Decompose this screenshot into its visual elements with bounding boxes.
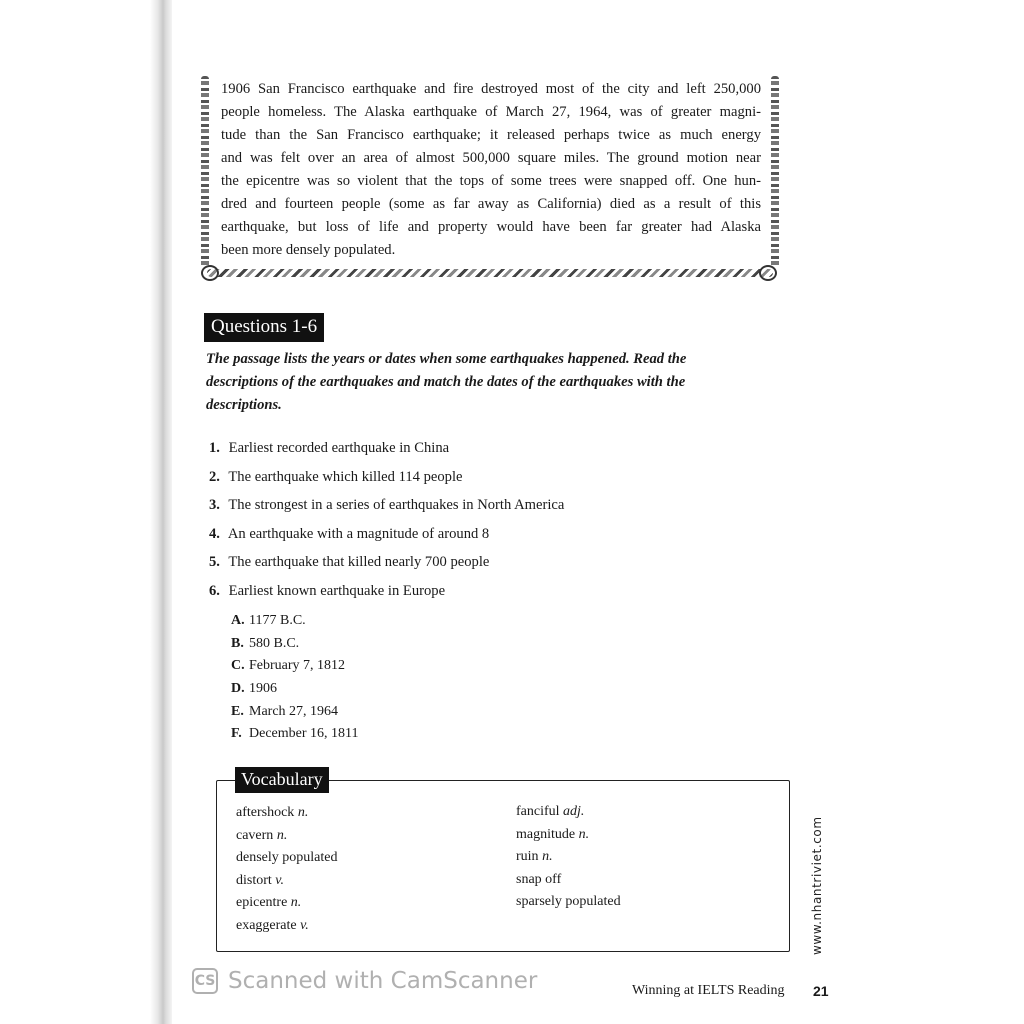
vocabulary-item bbox=[516, 846, 621, 869]
rope-knot-left bbox=[201, 265, 219, 281]
book-spine-shadow bbox=[0, 0, 172, 1024]
vocabulary-item bbox=[236, 847, 337, 870]
question-text: Earliest known earthquake in Europe bbox=[228, 582, 446, 599]
question-item bbox=[209, 551, 564, 580]
vocab-pos: v. bbox=[275, 872, 284, 888]
vocab-word: snap off bbox=[516, 871, 562, 887]
camscanner-text: Scanned with CamScanner bbox=[228, 968, 538, 994]
vocab-word: densely populated bbox=[236, 850, 338, 866]
option-item bbox=[231, 723, 359, 746]
vocab-pos: n. bbox=[542, 849, 553, 865]
vocabulary-left-column bbox=[236, 802, 337, 938]
vocab-word: exaggerate bbox=[236, 917, 297, 933]
vocabulary-item bbox=[236, 915, 337, 938]
passage-line: earthquake, but loss of life and property would have been far greater had Alaska bbox=[221, 219, 761, 235]
vocabulary-item bbox=[236, 870, 337, 893]
option-letter: F. bbox=[231, 726, 242, 742]
vocab-word: ruin bbox=[516, 849, 539, 865]
question-item bbox=[209, 466, 564, 495]
page-number: 21 bbox=[813, 983, 829, 999]
question-number: 6. bbox=[209, 582, 220, 599]
option-item bbox=[231, 633, 359, 656]
vocab-pos: v. bbox=[300, 917, 309, 933]
footer-book-title: Winning at IELTS Reading bbox=[632, 983, 785, 998]
question-number: 3. bbox=[209, 497, 220, 513]
vocab-word: cavern bbox=[236, 827, 274, 843]
question-list bbox=[209, 437, 564, 608]
question-item bbox=[209, 523, 564, 552]
vocab-word: aftershock bbox=[236, 805, 295, 820]
question-text: An earthquake with a magnitude of around 8 bbox=[227, 525, 490, 542]
option-item bbox=[231, 610, 359, 633]
vocabulary-item bbox=[516, 891, 621, 914]
questions-instructions: The passage lists the years or dates when some earthquakes happened. Read the descriptions of the earthquakes and match the dates of the earthquakes with the descriptions. bbox=[206, 351, 687, 413]
vocabulary-item bbox=[236, 802, 337, 825]
vocab-pos: n. bbox=[276, 827, 288, 843]
vocab-word: magnitude bbox=[516, 826, 576, 842]
vocabulary-item bbox=[516, 824, 621, 847]
question-text: Earliest recorded earthquake in China bbox=[228, 440, 450, 456]
passage-line: dred and fourteen people (some as far away as California) died as a result of this bbox=[221, 196, 761, 212]
question-item bbox=[209, 437, 564, 466]
question-text: The strongest in a series of earthquakes in North America bbox=[228, 497, 565, 513]
answer-options bbox=[231, 610, 359, 746]
passage-line: 1906 San Francisco earthquake and fire destroyed most of the city and left 250,000 bbox=[221, 81, 761, 97]
passage-box bbox=[197, 68, 785, 284]
question-item bbox=[209, 580, 564, 609]
vocabulary-heading: Vocabulary bbox=[235, 767, 329, 793]
vocab-word: epicentre bbox=[236, 895, 288, 911]
option-text: February 7, 1812 bbox=[249, 658, 346, 674]
vocabulary-right-column bbox=[516, 801, 621, 914]
vocab-pos: n. bbox=[578, 826, 590, 842]
passage-line: the epicentre was so violent that the tops of some trees were snapped off. One hun- bbox=[221, 173, 761, 189]
option-text: December 16, 1811 bbox=[249, 726, 359, 742]
vocabulary-item bbox=[236, 825, 337, 848]
question-text: The earthquake that killed nearly 700 people bbox=[228, 554, 490, 570]
option-letter: C. bbox=[231, 658, 245, 674]
option-item bbox=[231, 678, 359, 701]
option-letter: E. bbox=[231, 703, 244, 719]
passage-line: tude than the San Francisco earthquake; it released perhaps twice as much energy bbox=[221, 127, 761, 143]
vocab-word: sparsely populated bbox=[516, 894, 621, 910]
option-letter: B. bbox=[231, 635, 244, 651]
option-item bbox=[231, 655, 359, 678]
publisher-website: www.nhantriviet.com bbox=[810, 816, 824, 955]
question-number: 2. bbox=[209, 468, 220, 485]
question-item bbox=[209, 494, 564, 523]
passage-line: people homeless. The Alaska earthquake of March 27, 1964, was of greater magni- bbox=[221, 104, 761, 120]
camscanner-watermark bbox=[192, 968, 537, 994]
vocab-pos: n. bbox=[290, 895, 302, 911]
rope-border-left bbox=[201, 76, 209, 268]
question-text: The earthquake which killed 114 people bbox=[228, 468, 463, 485]
passage-text bbox=[221, 78, 761, 262]
option-text: 1906 bbox=[249, 681, 277, 697]
rope-border-bottom bbox=[207, 269, 773, 277]
option-letter: A. bbox=[231, 613, 245, 628]
vocab-word: fanciful bbox=[516, 804, 560, 819]
option-text: 1177 B.C. bbox=[249, 613, 306, 628]
question-number: 1. bbox=[209, 440, 220, 456]
vocab-pos: n. bbox=[297, 805, 309, 820]
vocab-pos: adj. bbox=[563, 804, 585, 819]
option-text: 580 B.C. bbox=[249, 635, 300, 651]
vocab-word: distort bbox=[236, 872, 272, 888]
camscanner-logo-icon: CS bbox=[192, 968, 218, 994]
passage-line: and was felt over an area of almost 500,000 square miles. The ground motion near bbox=[221, 150, 761, 166]
vocabulary-item bbox=[516, 869, 621, 892]
question-number: 4. bbox=[209, 525, 220, 542]
rope-border-right bbox=[771, 76, 779, 268]
vocabulary-item bbox=[516, 801, 621, 824]
option-text: March 27, 1964 bbox=[249, 703, 339, 719]
option-letter: D. bbox=[231, 681, 245, 697]
vocabulary-item bbox=[236, 892, 337, 915]
questions-heading: Questions 1-6 bbox=[204, 313, 324, 342]
question-number: 5. bbox=[209, 554, 220, 570]
option-item bbox=[231, 701, 359, 724]
passage-line: been more densely populated. bbox=[221, 242, 396, 258]
rope-knot-right bbox=[759, 265, 777, 281]
